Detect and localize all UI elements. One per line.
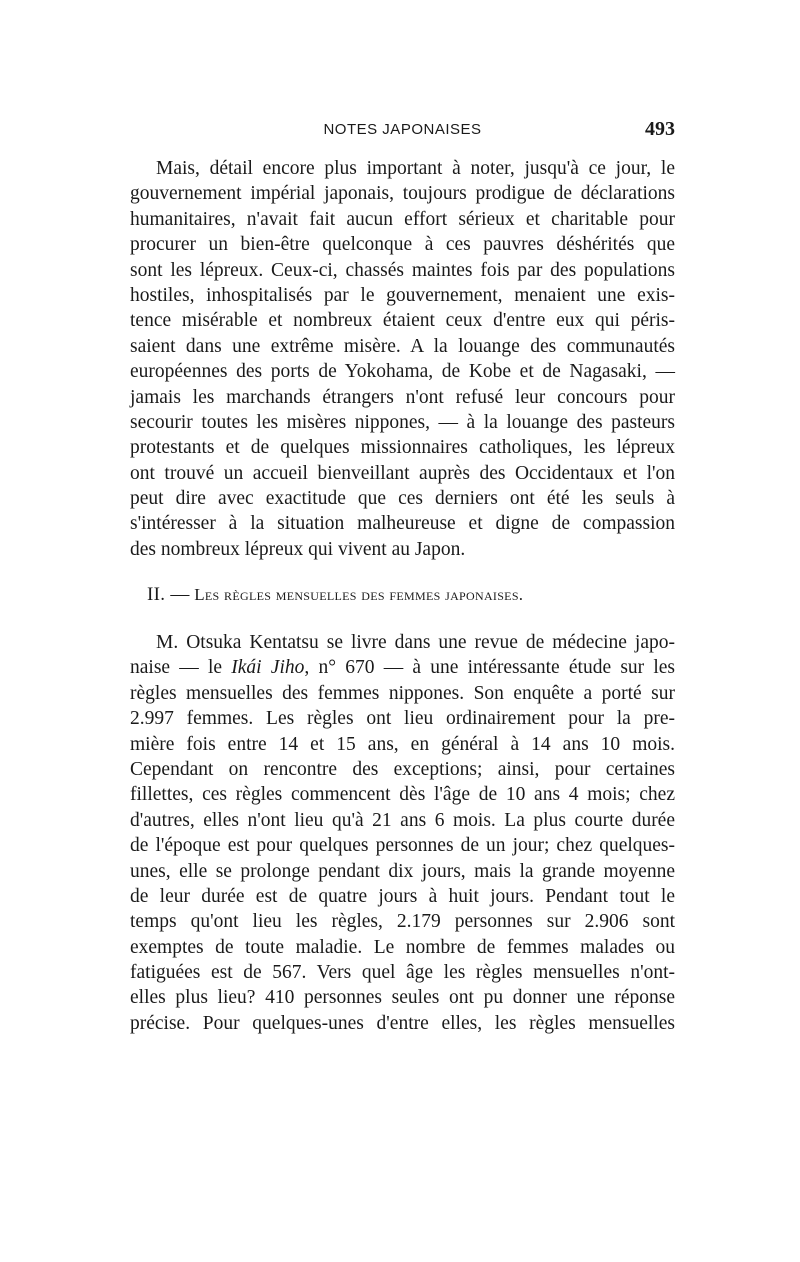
text-line: Mais, détail encore plus important à noter, jusqu'à ce jour, le xyxy=(156,158,675,179)
text-line: protestants et de quelques missionnaires catholiques, les lépreux xyxy=(130,437,675,459)
running-header xyxy=(130,118,675,142)
text-line: précise. Pour quelques-unes d'entre elles, les règles mensuelles xyxy=(130,1012,675,1034)
text-line: d'autres, elles n'ont lieu qu'à 21 ans 6 mois. La plus courte durée xyxy=(130,809,675,831)
text-line: unes, elle se prolonge pendant dix jours, mais la grande moyenne xyxy=(130,860,675,882)
journal-title: Ikái Jiho xyxy=(231,657,305,679)
text-line: procurer un bien-être quelconque à ces pauvres déshérités que xyxy=(130,234,675,256)
page-number: 493 xyxy=(645,118,675,140)
text-line: peut dire avec exactitude que ces derniers ont été les seuls à xyxy=(130,488,675,510)
text-line: humanitaires, n'avait fait aucun effort sérieux et charitable pour xyxy=(130,208,675,230)
text-line: temps qu'ont lieu les règles, 2.179 personnes sur 2.906 sont xyxy=(130,911,675,933)
text-line: de leur durée est de quatre jours à huit jours. Pendant tout le xyxy=(130,885,675,907)
text-line: tence misérable et nombreux étaient ceux d'entre eux qui péris- xyxy=(130,310,675,332)
section-heading xyxy=(147,584,667,606)
text-line: exemptes de toute maladie. Le nombre de femmes malades ou xyxy=(130,936,675,958)
text-line: M. Otsuka Kentatsu se livre dans une revue de médecine japo- xyxy=(156,632,675,653)
text-line: des nombreux lépreux qui vivent au Japon. xyxy=(130,538,466,560)
text-line: 2.997 femmes. Les règles ont lieu ordinairement pour la pre- xyxy=(130,708,675,730)
text-line: sont les lépreux. Ceux-ci, chassés maintes fois par des populations xyxy=(130,259,675,281)
text-line xyxy=(130,655,675,680)
text-line: elles plus lieu? 410 personnes seules ont pu donner une réponse xyxy=(130,987,675,1009)
text-line: mière fois entre 14 et 15 ans, en général à 14 ans 10 mois. xyxy=(130,733,675,755)
text-line: européennes des ports de Yokohama, de Kobe et de Nagasaki, — xyxy=(130,361,675,383)
paragraph-regles xyxy=(130,630,675,1036)
text-line: secourir toutes les misères nippones, — à la louange des pasteurs xyxy=(130,411,675,433)
text-fragment: , n° 670 — à une intéressante étude sur les xyxy=(304,657,676,679)
paragraph-lepreux xyxy=(130,156,675,562)
text-fragment: naise — le xyxy=(130,657,232,679)
text-line: fillettes, ces règles commencent dès l'âge de 10 ans 4 mois; chez xyxy=(130,784,675,806)
running-title: NOTES JAPONAISES xyxy=(323,121,482,138)
section-title: Les règles mensuelles des femmes japonaises. xyxy=(194,585,524,604)
text-line: saient dans une extrême misère. A la louange des communautés xyxy=(130,335,675,357)
text-line: de l'époque est pour quelques personnes de un jour; chez quelques- xyxy=(130,835,675,857)
text-line: Cependant on rencontre des exceptions; ainsi, pour certaines xyxy=(130,758,675,780)
text-line: hostiles, inhospitalisés par le gouvernement, menaient une exis- xyxy=(130,284,675,306)
text-line: jamais les marchands étrangers n'ont refusé leur concours pour xyxy=(130,386,675,408)
section-number: II. — xyxy=(147,584,190,605)
text-line: gouvernement impérial japonais, toujours prodigue de déclarations xyxy=(130,183,675,205)
text-line: fatiguées est de 567. Vers quel âge les règles mensuelles n'ont- xyxy=(130,962,675,984)
text-line: règles mensuelles des femmes nippones. Son enquête a porté sur xyxy=(130,682,675,704)
text-line: ont trouvé un accueil bienveillant auprès des Occidentaux et l'on xyxy=(130,462,675,484)
text-line: s'intéresser à la situation malheureuse et digne de compassion xyxy=(130,513,675,535)
